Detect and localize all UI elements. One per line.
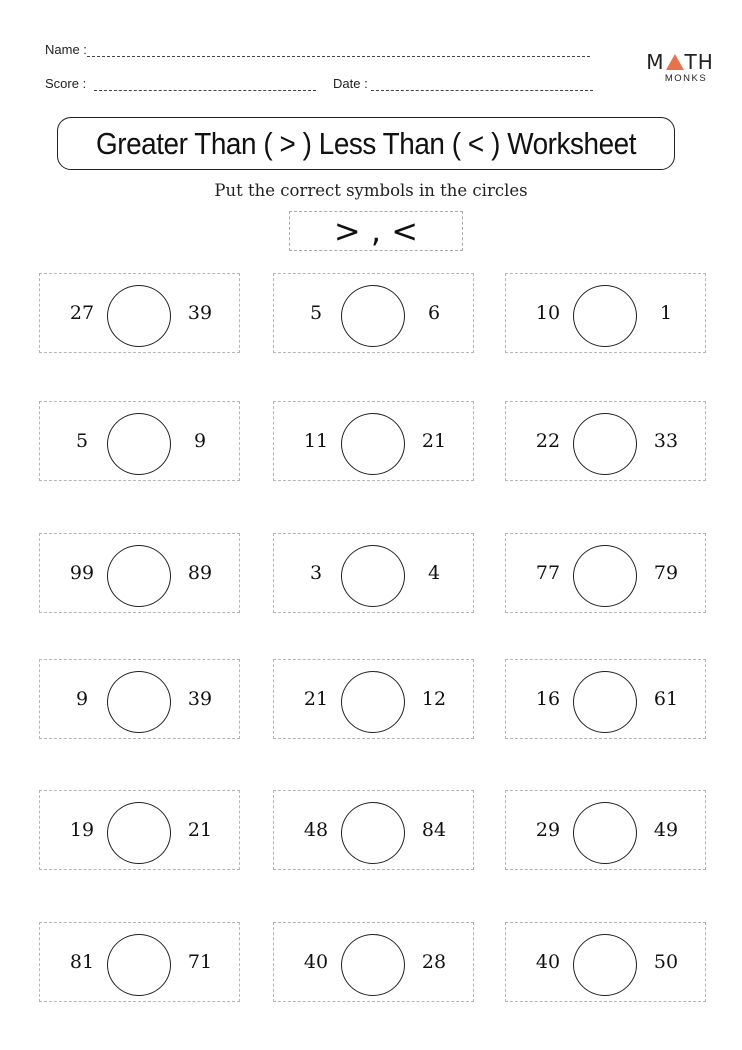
right-number: 12 <box>421 688 447 710</box>
right-number: 21 <box>187 819 213 841</box>
right-number: 9 <box>193 430 207 452</box>
right-number: 1 <box>659 302 673 324</box>
left-number: 5 <box>309 302 323 324</box>
date-field <box>333 76 593 91</box>
right-number: 61 <box>653 688 679 710</box>
answer-circle[interactable] <box>573 545 637 607</box>
right-number: 50 <box>653 951 679 973</box>
score-blank[interactable] <box>94 80 316 91</box>
answer-circle[interactable] <box>341 934 405 996</box>
answer-circle[interactable] <box>107 802 171 864</box>
answer-circle[interactable] <box>573 285 637 347</box>
right-number: 39 <box>187 302 213 324</box>
right-number: 49 <box>653 819 679 841</box>
left-number: 22 <box>535 430 561 452</box>
left-number: 5 <box>75 430 89 452</box>
comparison-problem <box>39 401 240 481</box>
triangle-icon <box>666 54 684 70</box>
answer-circle[interactable] <box>107 934 171 996</box>
right-number: 6 <box>427 302 441 324</box>
comparison-problem <box>505 273 706 353</box>
math-monks-logo <box>640 52 720 84</box>
date-label: Date : <box>333 76 368 91</box>
comparison-problem <box>505 401 706 481</box>
right-number: 21 <box>421 430 447 452</box>
comparison-problem <box>505 659 706 739</box>
name-field <box>45 42 590 57</box>
comparison-problem <box>273 922 474 1002</box>
left-number: 40 <box>303 951 329 973</box>
logo-letter-m: M <box>646 50 665 74</box>
answer-circle[interactable] <box>107 285 171 347</box>
left-number: 19 <box>69 819 95 841</box>
comparison-problem <box>505 922 706 1002</box>
comparison-problem <box>273 401 474 481</box>
answer-circle[interactable] <box>573 671 637 733</box>
symbol-reference: > , < <box>333 212 419 250</box>
comparison-problem <box>505 790 706 870</box>
left-number: 81 <box>69 951 95 973</box>
right-number: 4 <box>427 562 441 584</box>
right-number: 39 <box>187 688 213 710</box>
answer-circle[interactable] <box>341 671 405 733</box>
left-number: 77 <box>535 562 561 584</box>
comparison-problem <box>273 533 474 613</box>
answer-circle[interactable] <box>107 545 171 607</box>
left-number: 99 <box>69 562 95 584</box>
comparison-problem <box>39 273 240 353</box>
left-number: 27 <box>69 302 95 324</box>
answer-circle[interactable] <box>573 934 637 996</box>
left-number: 9 <box>75 688 89 710</box>
answer-circle[interactable] <box>341 413 405 475</box>
answer-circle[interactable] <box>341 285 405 347</box>
logo-wordmark <box>640 52 720 72</box>
left-number: 16 <box>535 688 561 710</box>
right-number: 71 <box>187 951 213 973</box>
logo-letters-th: TH <box>684 50 714 74</box>
answer-circle[interactable] <box>573 802 637 864</box>
instruction-text: Put the correct symbols in the circles <box>214 181 528 200</box>
comparison-problem <box>39 922 240 1002</box>
score-field <box>45 76 316 91</box>
name-label: Name : <box>45 42 87 57</box>
left-number: 11 <box>303 430 329 452</box>
comparison-problem <box>39 533 240 613</box>
left-number: 10 <box>535 302 561 324</box>
answer-circle[interactable] <box>107 671 171 733</box>
answer-circle[interactable] <box>341 802 405 864</box>
comparison-problem <box>39 659 240 739</box>
date-blank[interactable] <box>371 80 593 91</box>
name-blank[interactable] <box>87 46 590 57</box>
left-number: 21 <box>303 688 329 710</box>
answer-circle[interactable] <box>107 413 171 475</box>
logo-subtitle: MONKS <box>664 73 708 84</box>
answer-circle[interactable] <box>341 545 405 607</box>
worksheet-title-box <box>57 117 675 170</box>
comparison-problem <box>273 659 474 739</box>
left-number: 48 <box>303 819 329 841</box>
worksheet-title: Greater Than ( > ) Less Than ( < ) Worksheet <box>96 125 636 161</box>
left-number: 29 <box>535 819 561 841</box>
score-label: Score : <box>45 76 87 91</box>
comparison-problem <box>39 790 240 870</box>
answer-circle[interactable] <box>573 413 637 475</box>
right-number: 89 <box>187 562 213 584</box>
comparison-problem <box>505 533 706 613</box>
right-number: 79 <box>653 562 679 584</box>
left-number: 3 <box>309 562 323 584</box>
right-number: 28 <box>421 951 447 973</box>
symbol-reference-box <box>289 211 463 251</box>
comparison-problem <box>273 273 474 353</box>
left-number: 40 <box>535 951 561 973</box>
comparison-problem <box>273 790 474 870</box>
right-number: 33 <box>653 430 679 452</box>
right-number: 84 <box>421 819 447 841</box>
